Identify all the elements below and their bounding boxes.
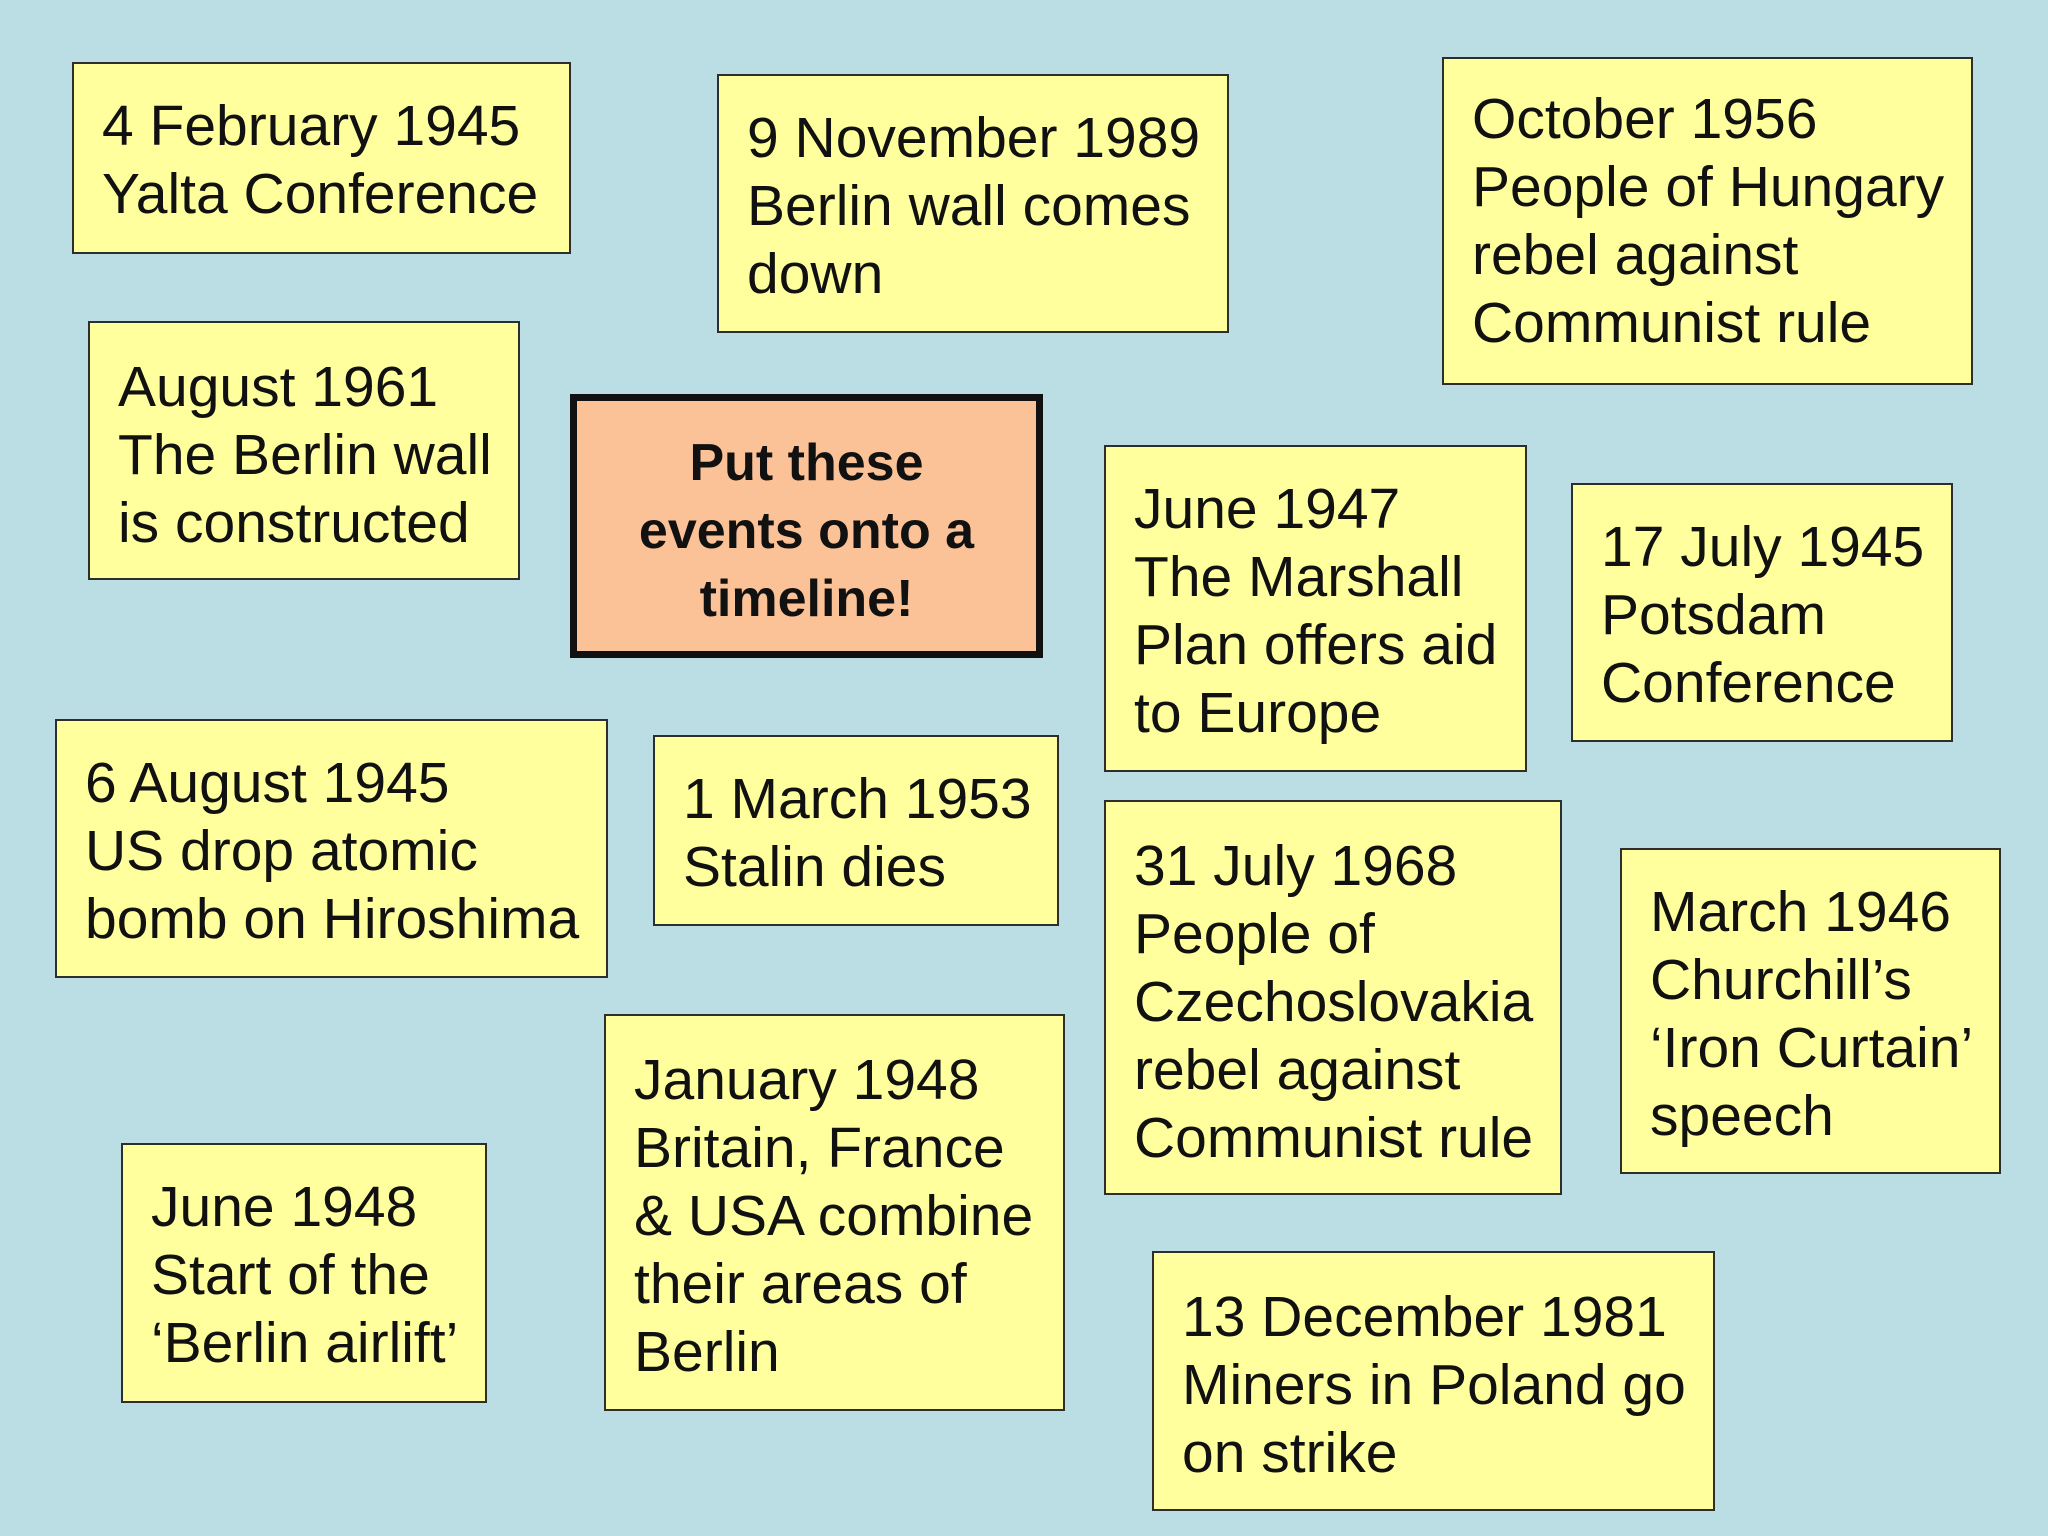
event-text: Churchill’s xyxy=(1650,948,1912,1012)
event-date: March 1946 xyxy=(1650,880,1952,944)
event-text: Czechoslovakia xyxy=(1134,970,1534,1034)
instruction-text: timeline! xyxy=(699,570,914,628)
event-text: Berlin wall comes xyxy=(747,174,1191,238)
event-card-yalta xyxy=(72,62,571,254)
instruction-card xyxy=(570,394,1043,658)
event-text: Plan offers aid xyxy=(1134,613,1498,677)
event-date: January 1948 xyxy=(634,1048,980,1112)
event-text: on strike xyxy=(1182,1421,1398,1485)
event-text: Miners in Poland go xyxy=(1182,1353,1686,1417)
event-text: The Marshall xyxy=(1134,545,1464,609)
event-card-stalin xyxy=(653,735,1059,926)
event-text: People of Hungary xyxy=(1472,155,1945,219)
event-card-berlin-wall-down xyxy=(717,74,1229,333)
event-text: rebel against xyxy=(1472,223,1799,287)
instruction-text: Put these xyxy=(689,434,924,492)
event-card-marshall-plan xyxy=(1104,445,1527,772)
event-card-czechoslovakia xyxy=(1104,800,1562,1195)
event-date: June 1947 xyxy=(1134,477,1401,541)
event-card-berlin-airlift xyxy=(121,1143,487,1403)
event-date: 31 July 1968 xyxy=(1134,834,1458,898)
event-text: Conference xyxy=(1601,651,1896,715)
event-card-hiroshima xyxy=(55,719,608,978)
event-text: ‘Iron Curtain’ xyxy=(1650,1016,1974,1080)
event-text: to Europe xyxy=(1134,681,1382,745)
event-date: 6 August 1945 xyxy=(85,751,450,815)
event-text: Potsdam xyxy=(1601,583,1826,647)
event-text: Communist rule xyxy=(1472,291,1872,355)
event-date: 9 November 1989 xyxy=(747,106,1201,170)
event-date: June 1948 xyxy=(151,1175,418,1239)
event-text: People of xyxy=(1134,902,1375,966)
event-text: speech xyxy=(1650,1084,1834,1148)
event-text: Britain, France xyxy=(634,1116,1005,1180)
event-date: 17 July 1945 xyxy=(1601,515,1925,579)
event-date: October 1956 xyxy=(1472,87,1818,151)
event-card-iron-curtain xyxy=(1620,848,2001,1174)
event-card-poland-strike xyxy=(1152,1251,1715,1511)
event-card-potsdam xyxy=(1571,483,1953,742)
event-text: Communist rule xyxy=(1134,1106,1534,1170)
event-text: The Berlin wall xyxy=(118,423,492,487)
event-text: ‘Berlin airlift’ xyxy=(151,1311,459,1375)
event-text: & USA combine xyxy=(634,1184,1034,1248)
event-text: their areas of xyxy=(634,1252,967,1316)
event-text: rebel against xyxy=(1134,1038,1461,1102)
instruction-text: events onto a xyxy=(638,502,975,560)
event-date: 4 February 1945 xyxy=(102,94,521,158)
event-date: August 1961 xyxy=(118,355,439,419)
event-card-berlin-wall-built xyxy=(88,321,520,580)
event-text: Berlin xyxy=(634,1320,780,1384)
event-text: Yalta Conference xyxy=(102,162,539,226)
event-text: Start of the xyxy=(151,1243,430,1307)
event-date: 13 December 1981 xyxy=(1182,1285,1667,1349)
event-text: US drop atomic xyxy=(85,819,478,883)
event-card-berlin-zones xyxy=(604,1014,1065,1411)
event-text: Stalin dies xyxy=(683,835,946,899)
event-text: down xyxy=(747,242,884,306)
event-card-hungary xyxy=(1442,57,1973,385)
event-text: bomb on Hiroshima xyxy=(85,887,580,951)
event-text: is constructed xyxy=(118,491,470,555)
event-date: 1 March 1953 xyxy=(683,767,1032,831)
